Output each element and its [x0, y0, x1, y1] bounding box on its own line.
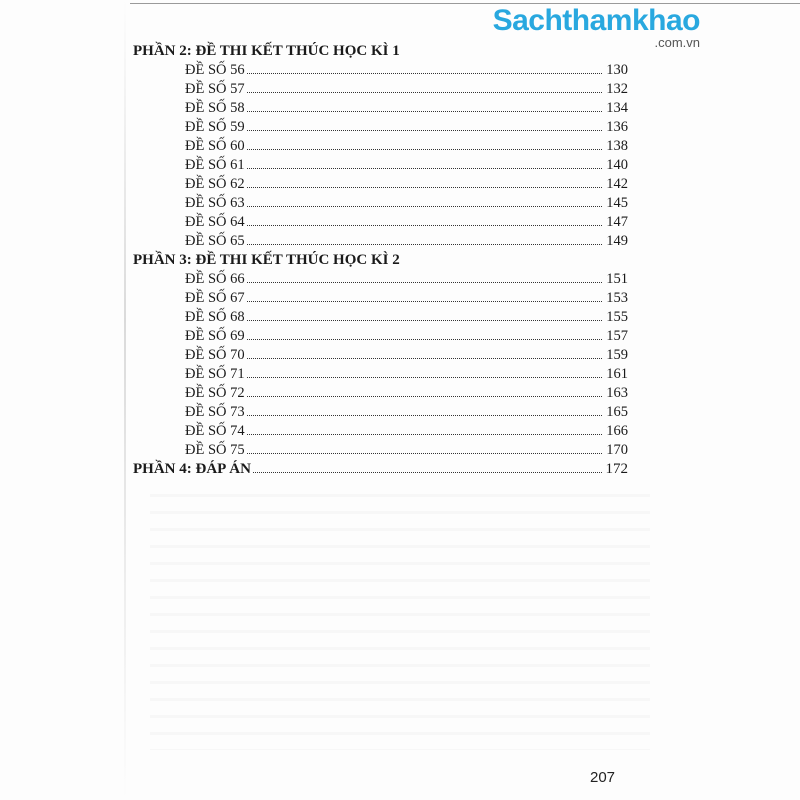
toc-entry	[133, 80, 628, 99]
entry-label: ĐỀ SỐ 62	[185, 176, 245, 192]
toc-entry	[133, 365, 628, 384]
entry-page: 165	[606, 404, 628, 420]
entry-page: 166	[606, 423, 628, 439]
entry-page: 161	[606, 366, 628, 382]
entry-page: 170	[606, 442, 628, 458]
watermark-name: Sachthamkhao	[492, 4, 700, 37]
entry-label: ĐỀ SỐ 69	[185, 328, 245, 344]
dot-leader	[247, 282, 602, 283]
toc-entry	[133, 213, 628, 232]
entry-page: 147	[606, 214, 628, 230]
section-title: PHẦN 3: ĐỀ THI KẾT THÚC HỌC KÌ 2	[133, 252, 400, 268]
toc-entry	[133, 422, 628, 441]
entry-page: 145	[606, 195, 628, 211]
watermark-domain: .com.vn	[654, 35, 700, 50]
entry-label: ĐỀ SỐ 58	[185, 100, 245, 116]
entry-page: 130	[606, 62, 628, 78]
entry-label: ĐỀ SỐ 56	[185, 62, 245, 78]
toc-entry	[133, 289, 628, 308]
entry-label: ĐỀ SỐ 61	[185, 157, 245, 173]
entry-label: ĐỀ SỐ 57	[185, 81, 245, 97]
toc-entry	[133, 118, 628, 137]
dot-leader	[247, 206, 602, 207]
section-title: PHẦN 2: ĐỀ THI KẾT THÚC HỌC KÌ 1	[133, 43, 400, 59]
toc-entry	[133, 327, 628, 346]
dot-leader	[247, 453, 602, 454]
entry-label: ĐỀ SỐ 70	[185, 347, 245, 363]
entry-page: 140	[606, 157, 628, 173]
dot-leader	[247, 149, 602, 150]
dot-leader	[247, 187, 602, 188]
entry-label: ĐỀ SỐ 75	[185, 442, 245, 458]
dot-leader	[247, 130, 602, 131]
toc-entry	[133, 403, 628, 422]
dot-leader	[247, 73, 602, 74]
entry-page: 149	[606, 233, 628, 249]
entry-label: ĐỀ SỐ 63	[185, 195, 245, 211]
entry-label: ĐỀ SỐ 67	[185, 290, 245, 306]
dot-leader	[247, 92, 602, 93]
toc-entry	[133, 346, 628, 365]
dot-leader	[247, 358, 602, 359]
entry-page: 159	[606, 347, 628, 363]
toc-entry	[133, 61, 628, 80]
entry-label: ĐỀ SỐ 66	[185, 271, 245, 287]
entry-label: ĐỀ SỐ 65	[185, 233, 245, 249]
dot-leader	[247, 168, 602, 169]
toc-entry	[133, 270, 628, 289]
entry-label: ĐỀ SỐ 64	[185, 214, 245, 230]
section-title-final	[133, 460, 628, 479]
entry-label: ĐỀ SỐ 60	[185, 138, 245, 154]
entry-page: 132	[606, 81, 628, 97]
toc-entry	[133, 232, 628, 251]
toc-entry	[133, 175, 628, 194]
entry-page: 134	[606, 100, 628, 116]
toc-entry	[133, 441, 628, 460]
entry-label: ĐỀ SỐ 73	[185, 404, 245, 420]
entry-label: ĐỀ SỐ 71	[185, 366, 245, 382]
toc-entry	[133, 384, 628, 403]
entry-page: 157	[606, 328, 628, 344]
dot-leader	[247, 377, 602, 378]
entry-label: ĐỀ SỐ 74	[185, 423, 245, 439]
dot-leader	[247, 415, 602, 416]
entry-label: ĐỀ SỐ 72	[185, 385, 245, 401]
dot-leader	[247, 396, 602, 397]
dot-leader	[247, 434, 602, 435]
entry-label: ĐỀ SỐ 59	[185, 119, 245, 135]
dot-leader	[253, 472, 602, 473]
entry-page: 153	[606, 290, 628, 306]
dot-leader	[247, 320, 602, 321]
bleed-through-texture	[150, 480, 650, 750]
dot-leader	[247, 111, 602, 112]
entry-label: ĐỀ SỐ 68	[185, 309, 245, 325]
toc-entry	[133, 156, 628, 175]
toc-entry	[133, 308, 628, 327]
dot-leader	[247, 244, 602, 245]
entry-page: 142	[606, 176, 628, 192]
dot-leader	[247, 339, 602, 340]
entry-page: 151	[606, 271, 628, 287]
toc-entry	[133, 137, 628, 156]
section-page: 172	[605, 461, 628, 477]
entry-page: 136	[606, 119, 628, 135]
entry-page: 138	[606, 138, 628, 154]
toc-entry	[133, 99, 628, 118]
toc-entry	[133, 194, 628, 213]
dot-leader	[247, 225, 602, 226]
dot-leader	[247, 301, 602, 302]
page-number: 207	[590, 769, 616, 786]
binding-edge	[124, 0, 126, 800]
entry-page: 155	[606, 309, 628, 325]
entry-page: 163	[606, 385, 628, 401]
table-of-contents	[133, 42, 628, 479]
section-title-text: PHẦN 4: ĐÁP ÁN	[133, 461, 251, 477]
